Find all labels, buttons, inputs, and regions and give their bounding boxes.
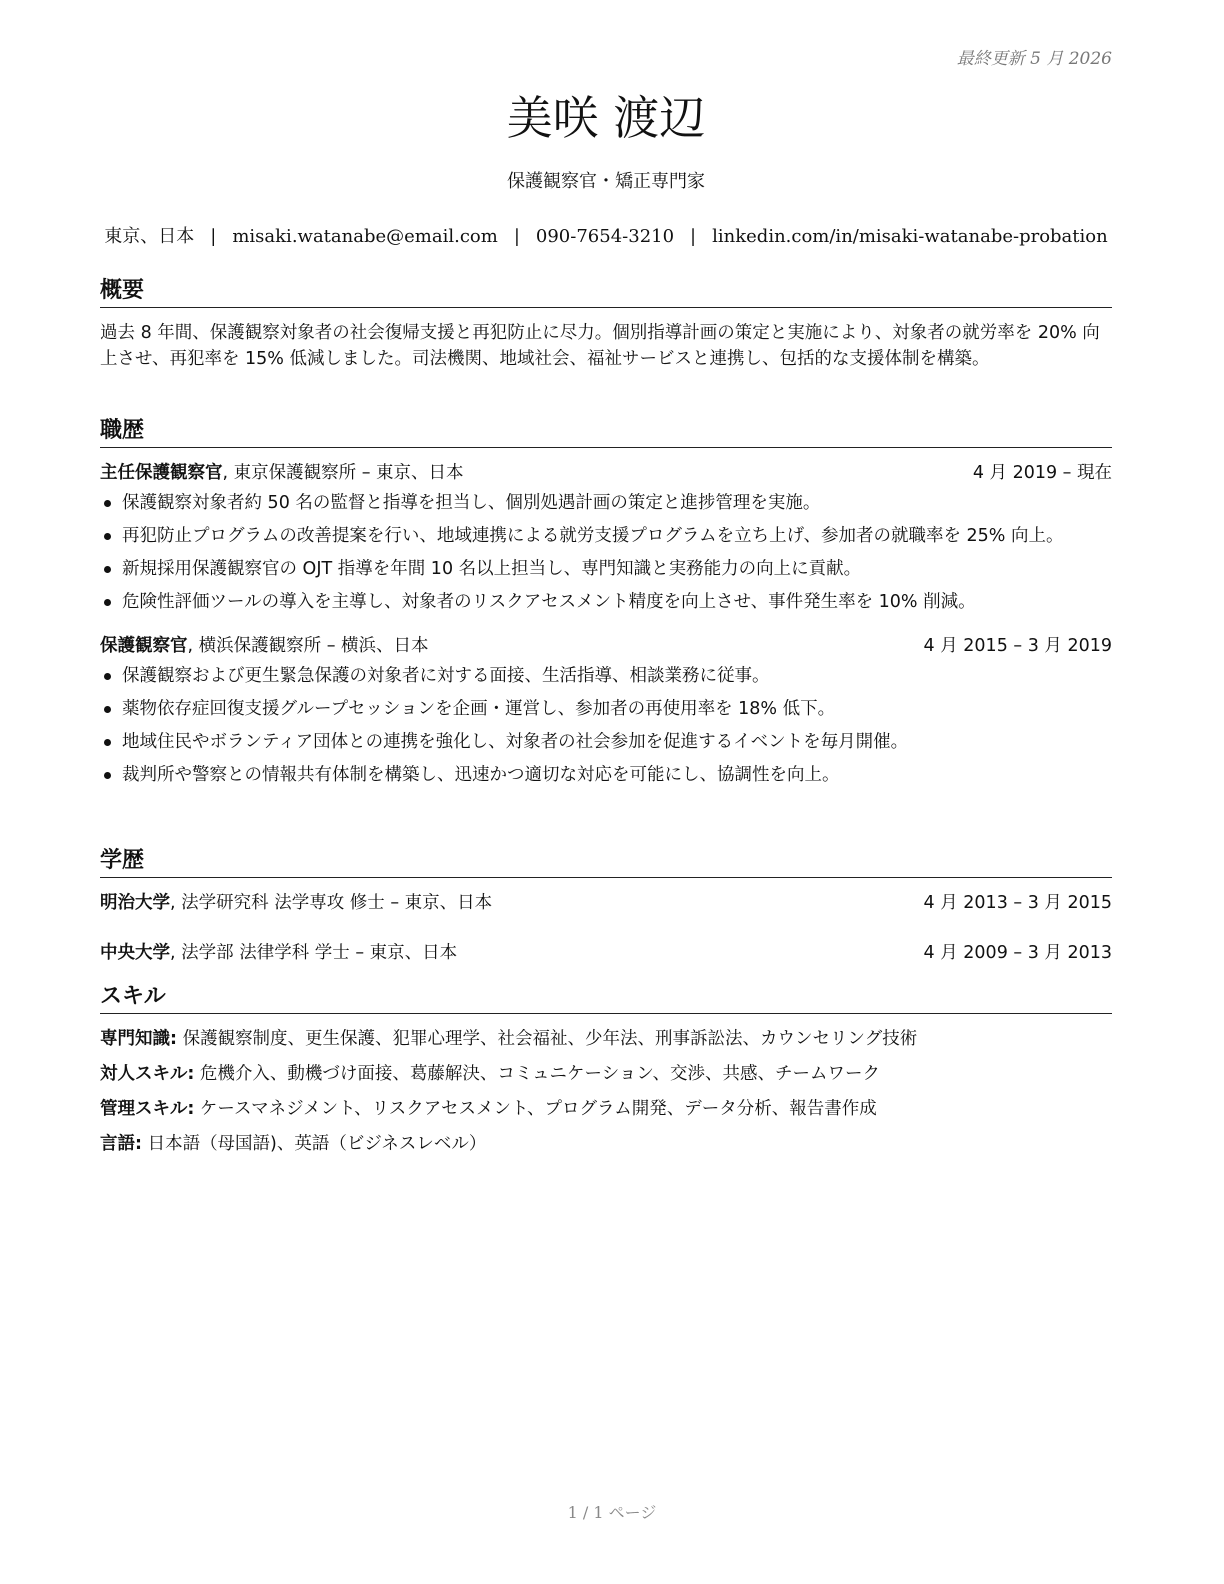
summary-section bbox=[100, 277, 1112, 372]
bullet-icon bbox=[104, 599, 111, 606]
contact-separator: | bbox=[513, 226, 520, 247]
bullet-icon bbox=[104, 673, 111, 680]
bullet-text: 裁判所や警察との情報共有体制を構築し、迅速かつ適切な対応を可能にし、協調性を向上。 bbox=[122, 765, 840, 785]
bullet-text: 新規採用保護観察官の OJT 指導を年間 10 名以上担当し、専門知識と実務能力の向上に貢献。 bbox=[122, 559, 862, 579]
job-bullets bbox=[100, 490, 1112, 615]
job-header bbox=[100, 633, 1112, 659]
list-item bbox=[100, 696, 1112, 722]
bullet-text: 薬物依存症回復支援グループセッションを企画・運営し、参加者の再使用率を 18% 低下。 bbox=[122, 699, 836, 719]
list-item bbox=[100, 762, 1112, 788]
contact-separator: | bbox=[210, 226, 217, 247]
summary-text: 過去 8 年間、保護観察対象者の社会復帰支援と再犯防止に尽力。個別指導計画の策定と実施により、対象者の就労率を 20% 向上させ、再犯率を 15% 低減しました。司法機関、地域社会、福祉サービスと連携し、包括的な支援体制を構築。 bbox=[100, 323, 1100, 369]
education-entry bbox=[100, 890, 1112, 916]
bullet-icon bbox=[104, 566, 111, 573]
bullet-text: 保護観察および更生緊急保護の対象者に対する面接、生活指導、相談業務に従事。 bbox=[122, 666, 770, 686]
last-updated: 最終更新 5 月 2026 bbox=[956, 49, 1112, 69]
bullet-icon bbox=[104, 739, 111, 746]
education-school-detail bbox=[100, 890, 492, 916]
job-bullets bbox=[100, 663, 1112, 788]
list-item bbox=[100, 663, 1112, 689]
bullet-text: 再犯防止プログラムの改善提案を行い、地域連携による就労支援プログラムを立ち上げ、参加者の就職率を 25% 向上。 bbox=[122, 526, 1064, 546]
page-indicator: 1 / 1 ページ bbox=[567, 1503, 657, 1522]
bullet-text: 地域住民やボランティア団体との連携を強化し、対象者の社会参加を促進するイベントを毎月開催。 bbox=[122, 732, 909, 752]
skills-section bbox=[100, 983, 1112, 1166]
contact-email[interactable]: misaki.watanabe@email.com bbox=[232, 226, 498, 247]
skill-value: 保護観察制度、更生保護、犯罪心理学、社会福祉、少年法、刑事訴訟法、カウンセリング技術 bbox=[177, 1029, 918, 1049]
skill-value: ケースマネジメント、リスクアセスメント、プログラム開発、データ分析、報告書作成 bbox=[194, 1099, 877, 1119]
skill-label: 専門知識: bbox=[100, 1029, 177, 1049]
education-detail: , 法学研究科 法学専攻 修士 – 東京、日本 bbox=[170, 893, 493, 913]
job-entry bbox=[100, 633, 1112, 788]
skill-label: 対人スキル: bbox=[100, 1064, 195, 1084]
list-item bbox=[100, 556, 1112, 582]
job-role: 主任保護観察官 bbox=[100, 463, 223, 483]
list-item bbox=[100, 523, 1112, 549]
list-item bbox=[100, 490, 1112, 516]
list-item bbox=[100, 589, 1112, 615]
education-dates: 4 月 2013 – 3 月 2015 bbox=[923, 893, 1112, 913]
education-entry bbox=[100, 940, 1112, 966]
education-school-detail bbox=[100, 940, 457, 966]
education-school: 中央大学 bbox=[100, 943, 170, 963]
skill-line bbox=[100, 1061, 1112, 1087]
bullet-text: 保護観察対象者約 50 名の監督と指導を担当し、個別処遇計画の策定と進捗管理を実施。 bbox=[122, 493, 821, 513]
contact-line bbox=[100, 224, 1112, 250]
skill-line bbox=[100, 1026, 1112, 1052]
job-org: , 横浜保護観察所 – 横浜、日本 bbox=[187, 636, 429, 656]
job-dates: 4 月 2019 – 現在 bbox=[972, 463, 1112, 483]
contact-separator: | bbox=[690, 226, 697, 247]
job-role: 保護観察官 bbox=[100, 636, 188, 656]
section-heading: 学歴 bbox=[100, 847, 1112, 878]
section-heading: 職歴 bbox=[100, 417, 1112, 448]
experience-section bbox=[100, 417, 1112, 795]
skill-label: 管理スキル: bbox=[100, 1099, 195, 1119]
section-heading: 概要 bbox=[100, 277, 1112, 308]
bullet-icon bbox=[104, 500, 111, 507]
skill-line bbox=[100, 1096, 1112, 1122]
education-school: 明治大学 bbox=[100, 893, 170, 913]
education-dates: 4 月 2009 – 3 月 2013 bbox=[923, 943, 1112, 963]
job-title-org bbox=[100, 633, 429, 659]
job-org: , 東京保護観察所 – 東京、日本 bbox=[222, 463, 464, 483]
skill-line bbox=[100, 1131, 1112, 1157]
contact-linkedin[interactable]: linkedin.com/in/misaki-watanabe-probation bbox=[712, 226, 1108, 247]
education-section bbox=[100, 847, 1112, 966]
candidate-name: 美咲 渡辺 bbox=[506, 91, 706, 145]
job-header bbox=[100, 460, 1112, 486]
education-detail: , 法学部 法律学科 学士 – 東京、日本 bbox=[170, 943, 458, 963]
candidate-title: 保護観察官・矯正専門家 bbox=[507, 171, 705, 192]
job-title-org bbox=[100, 460, 464, 486]
bullet-text: 危険性評価ツールの導入を主導し、対象者のリスクアセスメント精度を向上させ、事件発生率を 10% 削減。 bbox=[122, 592, 976, 612]
contact-location: 東京、日本 bbox=[104, 226, 195, 247]
bullet-icon bbox=[104, 706, 111, 713]
skill-label: 言語: bbox=[100, 1134, 142, 1154]
job-entry bbox=[100, 460, 1112, 615]
job-dates: 4 月 2015 – 3 月 2019 bbox=[923, 636, 1112, 656]
bullet-icon bbox=[104, 533, 111, 540]
section-heading: スキル bbox=[100, 983, 1112, 1014]
bullet-icon bbox=[104, 772, 111, 779]
skill-value: 危機介入、動機づけ面接、葛藤解決、コミュニケーション、交渉、共感、チームワーク bbox=[194, 1064, 880, 1084]
list-item bbox=[100, 729, 1112, 755]
skill-value: 日本語（母国語)、英語（ビジネスレベル） bbox=[142, 1134, 487, 1154]
contact-phone[interactable]: 090-7654-3210 bbox=[535, 226, 675, 247]
